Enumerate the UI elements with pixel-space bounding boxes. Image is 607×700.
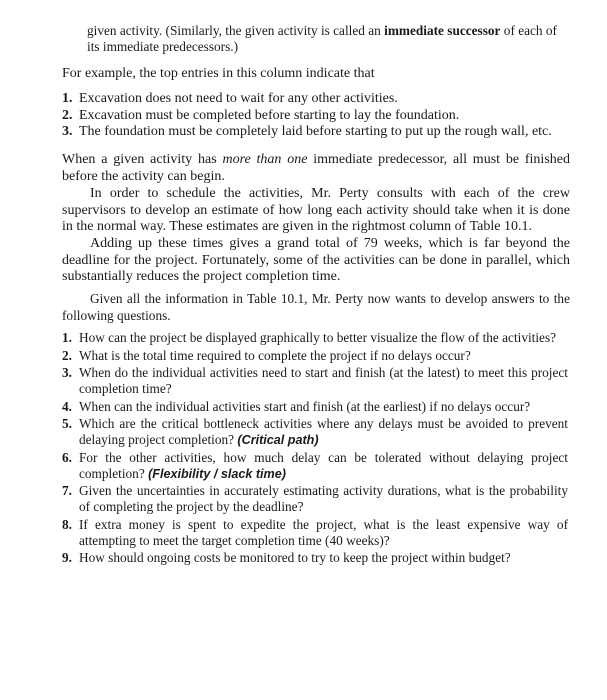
predecessor-paragraph: When a given activity has more than one immediate predecessor, all must be finished before the activity can begin. [62,152,570,184]
emphasis-text: more than one [222,152,308,167]
intro-text-1: given activity. (Similarly, the given activity is called an [87,23,385,38]
immediate-successor-term: immediate successor [384,23,501,38]
list-item: 2. What is the total time required to complete the project if no delays occur? [62,347,471,363]
list-item: 7. Given the uncertainties in accurately estimating activity durations, what is the probability of completing the project by the deadline? [62,483,568,514]
list-item: 9. How should ongoing costs be monitored to try to keep the project within budget? [62,550,511,565]
list-item: 1. How can the project be displayed graphically to better visualize the flow of the activities? [62,330,557,345]
list-item: 2. Excavation must be completed before starting to lay the foundation. [62,107,460,123]
list-item: 6. For the other activities, how much delay can be tolerated without delaying project completion? (Flexibility / slack time) [62,449,568,481]
list-item: 1. Excavation does not need to wait for any other activities. [62,91,398,106]
intro-text-2: of each of its immediate predecessors.) [87,23,557,54]
schedule-paragraph: In order to schedule the activities, Mr. Perty consults with each of the crew supervisors to develop an estimate of how long each activity should take when it is done in the normal way. These estimates are given in the rightmost column of Table 10.1. [62,186,570,234]
list-item: 3. The foundation must be completely laid before starting to put up the rough wall, etc. [62,124,552,139]
example-lead: For example, the top entries in this column indicate that [62,66,375,81]
critical-path-note: (Critical path) [237,433,319,447]
example-list [62,91,568,141]
list-item: 8. If extra money is spent to expedite the project, what is the least expensive way of attempting to meet the target completion time (40 weeks)? [62,516,568,548]
total-time-paragraph: Adding up these times gives a grand total of 79 weeks, which is far beyond the deadline for the project. Fortunately, some of the activities can be done in parallel, which substantially reduces the project completion time. [62,236,570,284]
list-item: 5. Which are the critical bottleneck activities where any delays must be avoided to prevent delaying project completion? (Critical path) [62,416,568,447]
given-paragraph: Given all the information in Table 10.1, Mr. Perty now wants to develop answers to the following questions. [62,291,570,323]
intro-paragraph [87,23,557,54]
list-item: 4. When can the individual activities start and finish (at the earliest) if no delays occur? [62,398,531,414]
questions-list [62,330,568,568]
list-item: 3. When do the individual activities need to start and finish (at the latest) to meet this project completion time? [62,365,568,396]
slack-time-note: (Flexibility / slack time) [148,466,286,481]
